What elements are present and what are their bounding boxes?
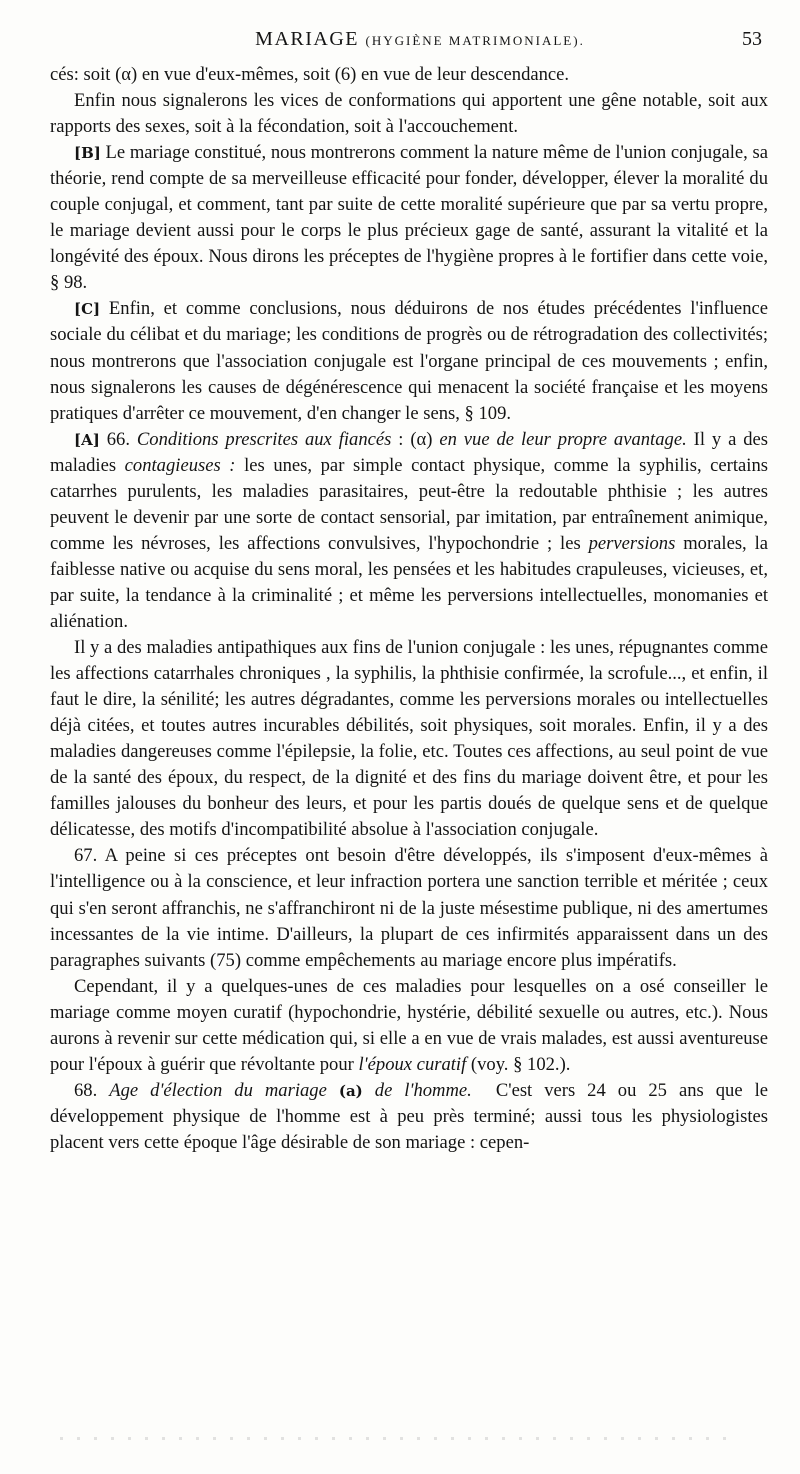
scan-artifact-line — [60, 1437, 740, 1440]
paragraph-section-c — [50, 296, 768, 426]
paragraph-67 — [50, 843, 768, 973]
running-title — [70, 28, 770, 51]
paragraph-heading: Age d'élection du mariage — [109, 1079, 327, 1101]
paragraph-text: les unes, par simple contact physique, comme la syphilis, certains catarrhes purulents, les maladies parasitaires, peut-être la redoutable phthisie ; les autres peuvent le devenir par une sorte de contact sensorial, par imitation, par entraînement animique, comme les névroses, les affections convulsives, l'hypochondrie ; les — [50, 454, 768, 554]
paragraph-text: Enfin, et comme conclusions, nous déduirons de nos études précédentes l'influence sociale du célibat et du mariage; les conditions de progrès ou de rétrogradation des collectivités; nous montrerons que l'association conjugale est l'organe principal de ces mouvements ; enfin, nous signalerons les causes de dégénérescence qui menacent la société française et les moyens pratiques d'arrêter ce mouvement, d'en changer le sens, § 109. — [50, 298, 768, 424]
paragraph-text: morales, la faiblesse native ou acquise du sens moral, les pensées et les habitudes crapuleuses, vicieuses, et, par suite, la tendance à la criminalité ; et même les perversions intellectuelles, monomanies et aliénation. — [50, 532, 768, 632]
running-title-sub: (HYGIÈNE MATRIMONIALE). — [365, 33, 585, 48]
paragraph-number: 68. — [74, 1079, 98, 1101]
paragraph-text: Cependant, il y a quelques-unes de ces maladies pour lesquelles on a osé conseiller le mariage comme moyen curatif (hypochondrie, hystérie, débilité sexuelle ou autres, etc.). Nous aurons à revenir sur cette médication qui, si elle a en vue de vrais malades, est aussi aventureuse pour l'époux à guérir que révoltante pour — [50, 975, 768, 1075]
paragraph-text: Il y a des maladies — [50, 428, 769, 476]
emphasis-text: contagieuses : — [124, 454, 236, 476]
running-title-main: MARIAGE — [255, 28, 360, 50]
paragraph-66 — [50, 427, 768, 635]
paragraph-text: cés: soit (α) en vue d'eux-mêmes, soit (6) en vue de leur descendance. — [50, 64, 570, 85]
heading-separator: : (α) — [391, 428, 440, 450]
paragraph-text: C'est vers 24 ou 25 ans que le développement physique de l'homme est à peu près terminé; aussi tous les physiologistes placent vers cette époque l'âge désirable de son mariage : cepen- — [50, 1079, 768, 1153]
paragraph-text: Le mariage constitué, nous montrerons comment la nature même de l'union conjugale, sa théorie, rend compte de sa merveilleuse efficacité pour fonder, développer, élever la moralité du couple conjugal, et comment, tant par suite de cette moralité supérieure que par sa vertu propre, le mariage devient aussi pour le corps le plus précieux gage de santé, assurant la vitalité et la longévité des époux. Nous dirons les préceptes de l'hygiène propres à le fortifier dans cette voie, § 98. — [50, 142, 768, 294]
paragraph-section-b — [50, 140, 768, 296]
paragraph-antipathiques — [50, 635, 768, 843]
paragraph-vices — [50, 88, 768, 140]
paragraph-number: 66. — [106, 428, 130, 450]
section-marker-a-small: (a) — [338, 1081, 363, 1100]
emphasis-text: perversions — [588, 532, 676, 554]
paragraph-68 — [50, 1078, 768, 1156]
emphasis-text: l'époux curatif — [358, 1053, 467, 1075]
page-body — [50, 62, 768, 1156]
running-header — [70, 28, 770, 58]
paragraph-continued — [50, 62, 768, 88]
paragraph-cependant — [50, 974, 768, 1078]
paragraph-heading: Conditions prescrites aux fiancés — [136, 428, 392, 450]
section-marker-c: [C] — [74, 300, 101, 319]
section-marker-a: [A] — [74, 430, 100, 449]
section-marker-b: [B] — [74, 144, 101, 163]
paragraph-heading-continued: de l'homme. — [374, 1079, 472, 1101]
paragraph-text: Enfin nous signalerons les vices de conformations qui apportent une gêne notable, soit aux rapports des sexes, soit à la fécondation, soit à l'accouchement. — [50, 90, 768, 138]
paragraph-text: Il y a des maladies antipathiques aux fins de l'union conjugale : les unes, répugnantes comme les affections catarrhales chroniques , la syphilis, la phthisie confirmée, la scrofule..., et enfin, il faut le dire, la sénilité; les autres dégradantes, comme les perversions morales ou intellectuelles déjà citées, et toutes autres incurables débilités, soit physiques, soit morales. Enfin, il y a des maladies dangereuses comme l'épilepsie, la folie, etc. Toutes ces affections, au seul point de vue de la santé des époux, du respect, de la dignité et des fins du mariage doivent être, et pour les familles jalouses du bonheur des leurs, et pour les partis doués de quelque sens et de quelque délicatesse, des motifs d'incompatibilité absolue à l'association conjugale. — [50, 637, 768, 841]
paragraph-text: (voy. § 102.). — [466, 1053, 571, 1075]
paragraph-text: 67. A peine si ces préceptes ont besoin d'être développés, ils s'imposent d'eux-mêmes à l'intelligence ou à la conscience, et leur infraction portera une sanction terrible et méritée ; ceux qui s'en seront affranchis, ne s'affranchiront ni de la juste mésestime publique, ni des amertumes incessantes de la vie intime. D'ailleurs, la plupart de ces infirmités apparaissent dans un des paragraphes suivants (75) comme empêchements au mariage encore plus impératifs. — [50, 845, 768, 971]
paragraph-heading-continued: en vue de leur propre avantage. — [439, 428, 687, 450]
page-number: 53 — [742, 28, 762, 50]
